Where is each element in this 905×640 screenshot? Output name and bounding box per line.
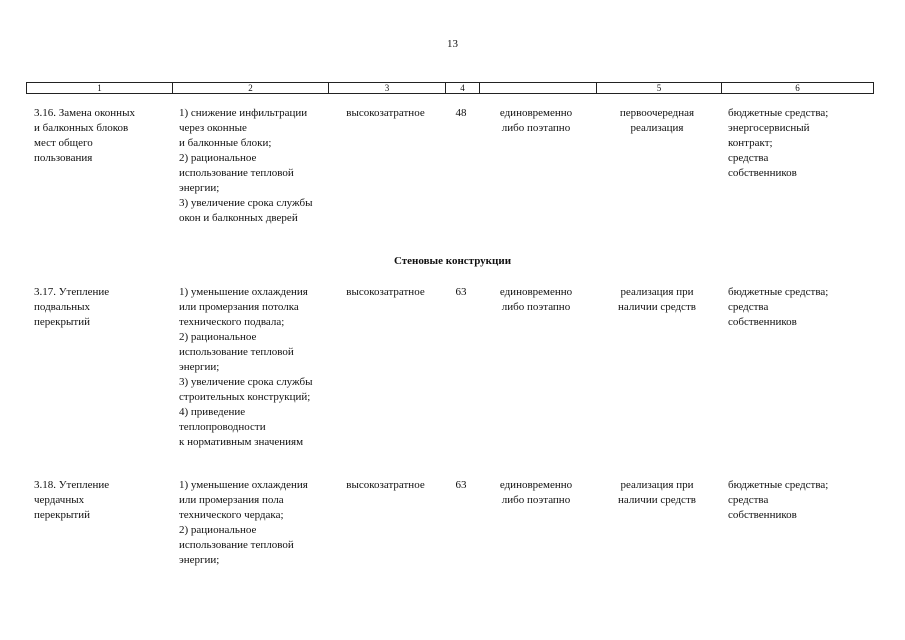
header-col-blank [479, 83, 596, 93]
measure-name: 3.18. Утепление чердачных перекрытий [34, 479, 110, 521]
measure-priority: первоочередная реализация [619, 107, 695, 134]
measure-number: 48 [455, 107, 467, 119]
measure-cost: высокозатратное [346, 479, 425, 491]
measure-funding: бюджетные средства; средства собственников [728, 286, 829, 328]
header-col-5: 5 [596, 83, 721, 93]
measure-effects: 1) уменьшение охлаждения или промерзания потолка технического подвала; 2) рациональное использование тепловой энергии; 3) увеличение срока службы строительных конструкций; 4) приведение теплопроводности к нормативным значениям [179, 286, 313, 448]
table-row [26, 478, 870, 568]
section-title: Стеновые конструкции [393, 255, 512, 267]
table-row [26, 106, 870, 226]
table-header-row [26, 82, 874, 94]
measure-number: 63 [455, 479, 467, 491]
header-col-6: 6 [721, 83, 873, 93]
table-row [26, 285, 870, 450]
measure-mode: единовременно либо поэтапно [499, 479, 573, 506]
header-col-3: 3 [328, 83, 445, 93]
measure-effects: 1) снижение инфильтрации через оконные и балконные блоки; 2) рациональное использование тепловой энергии; 3) увеличение срока службы окон и балконных дверей [179, 107, 313, 224]
measure-priority: реализация при наличии средств [618, 286, 696, 313]
header-col-2: 2 [172, 83, 328, 93]
page-number: 13 [447, 38, 458, 50]
measure-name: 3.17. Утепление подвальных перекрытий [34, 286, 110, 328]
measure-mode: единовременно либо поэтапно [499, 107, 573, 134]
measure-mode: единовременно либо поэтапно [499, 286, 573, 313]
measure-cost: высокозатратное [346, 107, 425, 119]
measure-cost: высокозатратное [346, 286, 425, 298]
header-col-1: 1 [97, 83, 102, 93]
measure-name: 3.16. Замена оконных и балконных блоков мест общего пользования [34, 107, 135, 164]
header-col-4: 4 [445, 83, 479, 93]
measure-priority: реализация при наличии средств [618, 479, 696, 506]
measure-effects: 1) уменьшение охлаждения или промерзания пола технического чердака; 2) рациональное использование тепловой энергии; [179, 479, 308, 566]
measure-funding: бюджетные средства; энергосервисный контракт; средства собственников [728, 107, 829, 179]
measure-funding: бюджетные средства; средства собственников [728, 479, 829, 521]
measure-number: 63 [455, 286, 467, 298]
